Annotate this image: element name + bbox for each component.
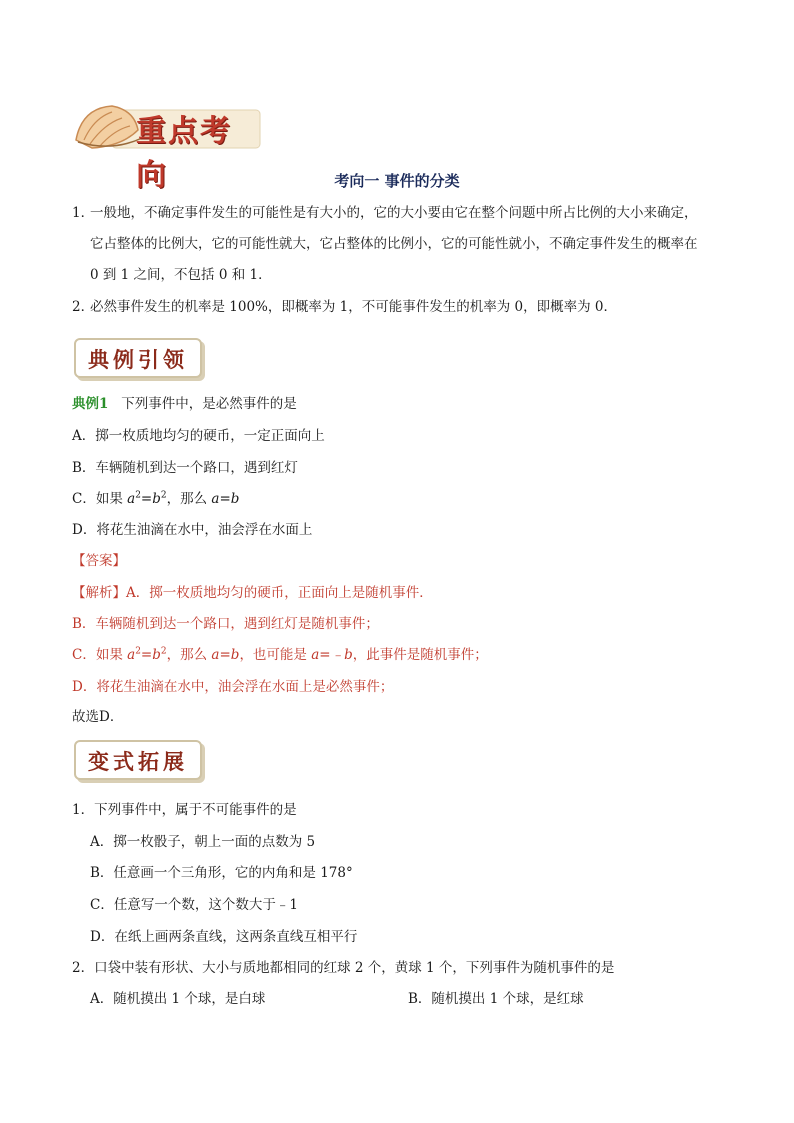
practice-tag <box>74 740 202 780</box>
section-banner <box>72 100 262 193</box>
q1-option-c: C．任意写一个数，这个数大于﹣1 <box>90 897 298 913</box>
practice-tag-label: 变式拓展 <box>88 749 188 774</box>
superscript: 2 <box>135 490 141 501</box>
math-var: a <box>127 647 136 663</box>
analysis-a <box>72 581 433 601</box>
analysis-text: C．如果 <box>72 647 128 663</box>
point-number: 1． <box>72 205 95 221</box>
math-var: a <box>127 491 136 507</box>
q1-option-a: A．掷一枚骰子，朝上一面的点数为 5 <box>90 834 316 850</box>
practice-q2: 2．口袋中装有形状、大小与质地都相同的红球 2 个，黄球 1 个，下列事件为随机事件的是 <box>72 960 615 976</box>
option-c-text: ，那么 <box>166 491 212 507</box>
analysis-text: ，此事件是随机事件； <box>352 647 488 663</box>
analysis-c <box>72 643 488 663</box>
q2-option-b: B．随机摸出 1 个球，是红球 <box>408 991 584 1007</box>
answer-label: 【答案】 <box>72 553 126 569</box>
point-text: 0 到 1 之间，不包括 0 和 1． <box>90 267 272 283</box>
analysis-text: ，也可能是 <box>239 647 312 663</box>
analysis-d: D．将花生油滴在水中，油会浮在水面上是必然事件； <box>72 679 394 695</box>
example-tag-label: 典例引领 <box>88 347 188 372</box>
example-tag <box>74 338 202 378</box>
analysis-text: ，那么 <box>166 647 212 663</box>
option-d: D．将花生油滴在水中，油会浮在水面上 <box>72 522 313 538</box>
math-expr: a=b <box>211 647 240 663</box>
math-expr: a=﹣b <box>311 647 353 663</box>
option-c-text: = <box>140 491 153 507</box>
analysis-label: 【解析】 <box>72 585 126 601</box>
analysis-text: A．掷一枚质地均匀的硬币，正面向上是随机事件． <box>126 585 433 601</box>
section-title: 考向一 事件的分类 <box>334 172 460 190</box>
conclusion: 故选D． <box>72 709 124 725</box>
superscript: 2 <box>160 490 167 501</box>
math-var: b <box>152 647 161 663</box>
option-c-text: C．如果 <box>72 491 128 507</box>
banner-title: 重点考向 <box>136 114 232 193</box>
point-1 <box>72 198 732 291</box>
analysis-text: = <box>140 647 153 663</box>
point-2 <box>72 292 732 323</box>
math-var: b <box>152 491 161 507</box>
option-a: A．掷一枚质地均匀的硬币，一定正面向上 <box>72 428 325 444</box>
example-question <box>72 392 297 412</box>
q2-option-a: A．随机摸出 1 个球，是白球 <box>90 991 266 1007</box>
point-text: 必然事件发生的机率是 100%，即概率为 1，不可能事件发生的机率为 0，即概率为 0． <box>90 299 618 315</box>
superscript: 2 <box>135 646 141 657</box>
example-label: 典例1 <box>72 396 109 412</box>
point-text: 一般地，不确定事件发生的可能性是有大小的，它的大小要由它在整个问题中所占比例的大小来确定， <box>90 205 698 221</box>
q1-option-b: B．任意画一个三角形，它的内角和是 178° <box>90 865 353 881</box>
point-text: 它占整体的比例大，它的可能性就大，它占整体的比例小，它的可能性就小，不确定事件发生的概率在 <box>90 236 698 252</box>
question-text: 下列事件中，是必然事件的是 <box>121 396 297 412</box>
practice-q1: 1．下列事件中，属于不可能事件的是 <box>72 802 297 818</box>
q1-option-d: D．在纸上画两条直线，这两条直线互相平行 <box>90 929 358 945</box>
point-number: 2． <box>72 299 95 315</box>
superscript: 2 <box>160 646 167 657</box>
math-expr: a=b <box>211 491 240 507</box>
option-b: B．车辆随机到达一个路口，遇到红灯 <box>72 460 298 476</box>
analysis-b: B．车辆随机到达一个路口，遇到红灯是随机事件； <box>72 616 379 632</box>
option-c <box>72 487 239 507</box>
